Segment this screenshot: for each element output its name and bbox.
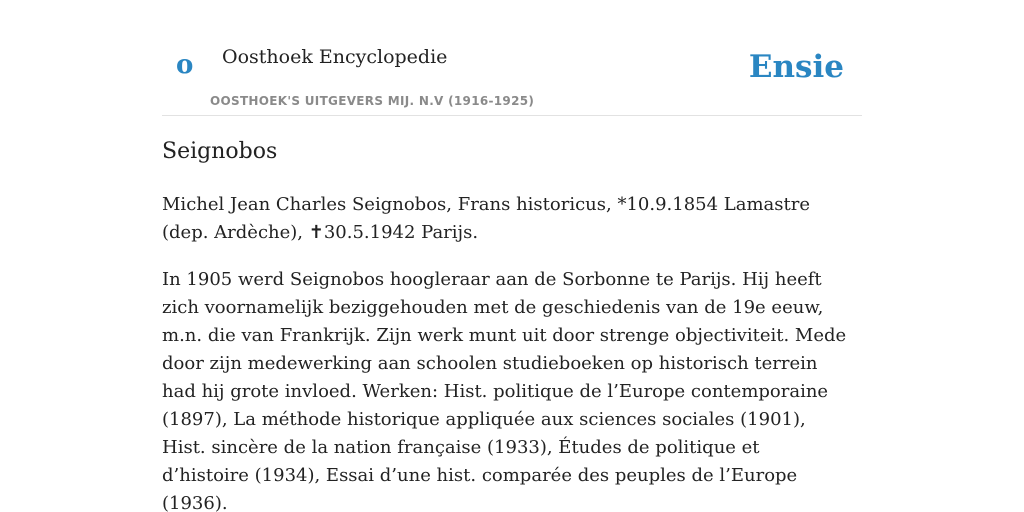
- source-subtitle: OOSTHOEK'S UITGEVERS MIJ. N.V (1916-1925): [210, 94, 535, 108]
- source-title-link[interactable]: Oosthoek Encyclopedie: [222, 46, 448, 68]
- source-logo[interactable]: o: [176, 50, 194, 80]
- ensie-brand-logo[interactable]: Ensie: [748, 49, 844, 85]
- article-paragraph: Michel Jean Charles Seignobos, Frans historicus, *10.9.1854 Lamastre (dep. Ardèche), ✝30.5.1942 Parijs.: [162, 193, 810, 243]
- article-paragraph: In 1905 werd Seignobos hoogleraar aan de Sorbonne te Parijs. Hij heeft zich voornamelijk beziggehouden met de geschiedenis van de 19e eeuw, m.n. die van Frankrijk. Zijn werk munt uit door strenge objectiviteit. Mede door zijn medewerking aan schoolen studieboeken op historisch terrein had hij grote invloed. Werken: Hist. politique de l’Europe contemporaine (1897), La méthode historique appliquée aux sciences sociales (1901), Hist. sincère de la nation française (1933), Études de politique et d’histoire (1934), Essai d’une hist. comparée des peuples de l’Europe (1936).: [162, 268, 847, 512]
- source-header: [162, 0, 862, 116]
- article-content: [162, 138, 852, 512]
- article-title: Seignobos: [162, 139, 278, 164]
